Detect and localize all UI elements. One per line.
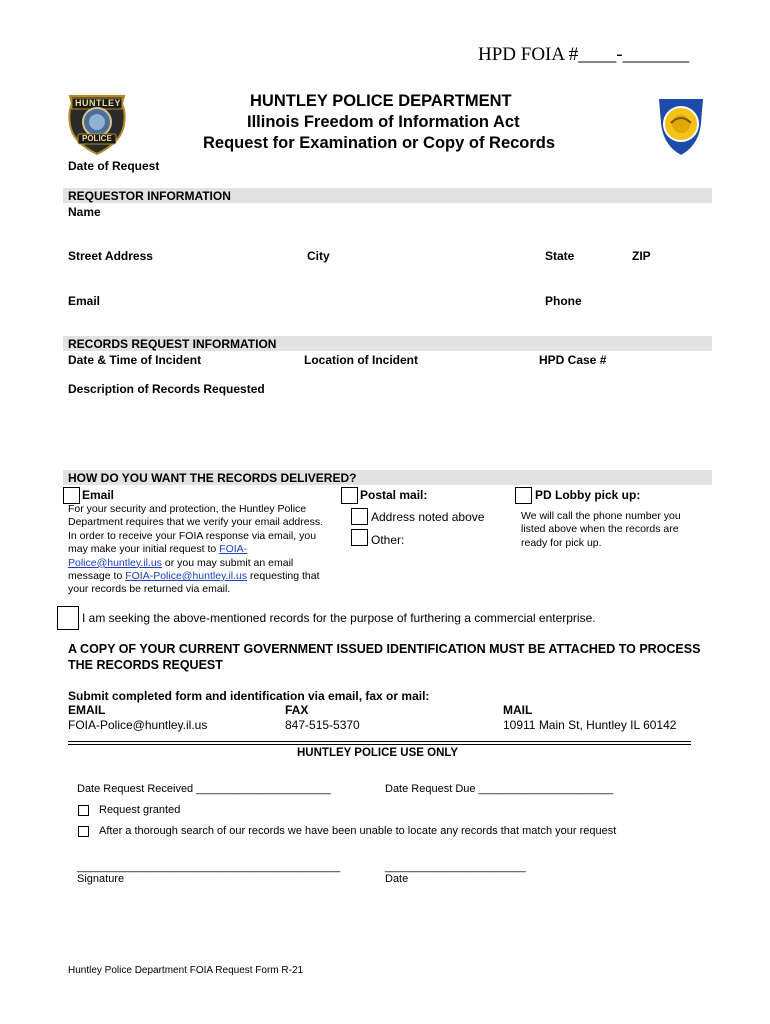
submit-mail-value: 10911 Main St, Huntley IL 60142 [503, 718, 677, 732]
requestor-heading: REQUESTOR INFORMATION [68, 189, 231, 203]
police-badge-logo [64, 90, 130, 156]
date-line: _______________________ [385, 861, 526, 873]
seal-icon [653, 93, 709, 157]
city-label: City [307, 249, 330, 263]
case-number-label: HPD Case # [539, 353, 607, 367]
postal-mail-label: Postal mail: [360, 488, 428, 502]
signature-label: Signature [77, 873, 125, 885]
email-label: Email [68, 294, 101, 308]
foia-number: HPD FOIA #____-_______ [478, 44, 690, 65]
form-title: Request for Examination or Copy of Records [203, 134, 556, 152]
street-address-label: Street Address [68, 249, 153, 263]
submit-email-heading: EMAIL [68, 703, 106, 717]
incident-location-label: Location of Incident [304, 353, 418, 367]
date-label: Date [385, 873, 409, 885]
badge-top-text: HUNTLEY [75, 98, 121, 108]
submit-fax-heading: FAX [285, 703, 309, 717]
zip-label: ZIP [632, 249, 651, 263]
foia-email-link-2[interactable]: FOIA-Police@huntley.il.us [125, 570, 248, 583]
submit-instructions: Submit completed form and identification via email, fax or mail: [68, 689, 430, 703]
badge-bottom-text: POLICE [82, 134, 112, 143]
other-label: Other: [371, 533, 405, 547]
postal-mail-checkbox[interactable] [341, 487, 358, 504]
email-delivery-checkbox[interactable] [63, 487, 80, 504]
id-requirement-notice: A COPY OF YOUR CURRENT GOVERNMENT ISSUED IDENTIFICATION MUST BE ATTACHED TO PROCESS THE RECORDS REQUEST [68, 642, 701, 672]
state-label: State [545, 249, 575, 263]
incident-datetime-label: Date & Time of Incident [68, 353, 202, 367]
submit-fax-value: 847-515-5370 [285, 718, 360, 732]
foia-email-link-1[interactable]: FOIA-Police@huntley.il.us [68, 543, 248, 569]
office-divider-bottom [68, 744, 691, 745]
office-divider-top [68, 741, 691, 742]
description-label: Description of Records Requested [68, 382, 265, 396]
email-delivery-instructions: For your security and protection, the Huntley Police Department requires that we verify your email address. In order to receive your FOIA response via email, you may make your initial request to FOIA-Police@huntley.il.us or you may submit an email message to FOIA-Police@huntley.il.us requesting that your records be returned via email. [68, 503, 324, 596]
lobby-pickup-label: PD Lobby pick up: [535, 488, 641, 502]
form-footer: Huntley Police Department FOIA Request Form R-21 [68, 965, 304, 976]
records-heading: RECORDS REQUEST INFORMATION [68, 337, 277, 351]
address-noted-label: Address noted above [371, 510, 485, 524]
date-of-request-label: Date of Request [68, 159, 160, 173]
commercial-purpose-label: I am seeking the above-mentioned records for the purpose of furthering a commercial enterprise. [82, 611, 596, 625]
other-checkbox[interactable] [351, 529, 368, 546]
request-granted-checkbox[interactable] [78, 805, 89, 816]
address-noted-checkbox[interactable] [351, 508, 368, 525]
lobby-pickup-instructions: We will call the phone number you listed above when the records are ready for pick up. [521, 510, 681, 549]
seal-logo [653, 93, 709, 157]
signature-line: ___________________________________________ [77, 861, 341, 873]
office-use-heading: HUNTLEY POLICE USE ONLY [297, 747, 459, 759]
date-due-field: Date Request Due ______________________ [385, 783, 614, 795]
commercial-purpose-checkbox[interactable] [57, 606, 79, 630]
phone-label: Phone [545, 294, 582, 308]
delivery-heading: HOW DO YOU WANT THE RECORDS DELIVERED? [68, 471, 357, 485]
no-records-checkbox[interactable] [78, 826, 89, 837]
name-label: Name [68, 205, 101, 219]
lobby-pickup-checkbox[interactable] [515, 487, 532, 504]
submit-email-value[interactable]: FOIA-Police@huntley.il.us [68, 718, 208, 732]
request-granted-label: Request granted [99, 804, 181, 816]
act-title: Illinois Freedom of Information Act [247, 113, 520, 131]
no-records-label: After a thorough search of our records we have been unable to locate any records that match your request [99, 825, 617, 837]
submit-mail-heading: MAIL [503, 703, 533, 717]
department-title: HUNTLEY POLICE DEPARTMENT [250, 92, 512, 110]
date-received-field: Date Request Received ______________________ [77, 783, 331, 795]
email-delivery-label: Email [82, 488, 115, 502]
